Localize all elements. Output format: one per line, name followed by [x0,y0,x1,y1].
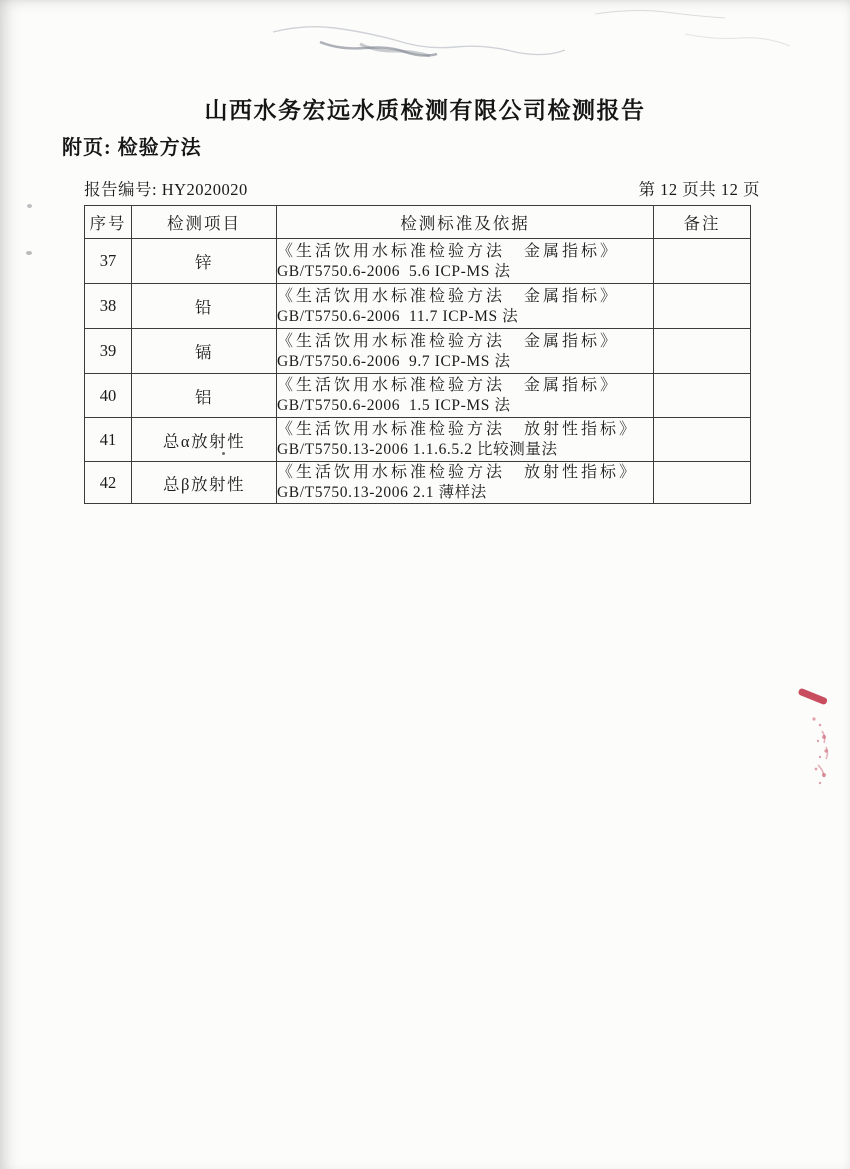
test-item-cell: 总α放射性 [132,418,277,462]
remark-cell [654,239,751,284]
seq-no-cell: 42 [85,462,132,504]
table-row [85,374,751,418]
standard-name: 《生活饮用水标准检验方法 放射性指标》 [277,421,639,438]
scan-smudge [265,0,845,70]
test-item-cell: 锌 [132,239,277,284]
standard-cell [277,329,654,374]
standard-cell [277,374,654,418]
remark-cell [654,374,751,418]
standard-cell [277,284,654,329]
table-row [85,329,751,374]
standard-method: GB/T5750.6-2006 5.6 ICP-MS 法 [277,262,511,280]
page-number-info: 第 12 页共 12 页 [638,180,760,199]
test-item-cell: 镉 [132,329,277,374]
standard-method: GB/T5750.6-2006 9.7 ICP-MS 法 [277,352,511,370]
report-number: 报告编号: HY2020020 [84,180,248,199]
report-meta-row [84,176,760,200]
seq-no-cell: 41 [85,418,132,462]
remark-cell [654,418,751,462]
table-row [85,418,751,462]
test-item-cell: 铅 [132,284,277,329]
appendix-subtitle: 附页: 检验方法 [62,137,202,159]
stray-dot-mark [222,452,225,455]
standard-method: GB/T5750.6-2006 1.5 ICP-MS 法 [277,397,511,414]
standard-cell [277,239,654,284]
test-methods-table [84,205,751,504]
table-row [85,239,751,284]
red-stamp-fragment [790,685,850,805]
standard-cell [277,418,654,462]
standard-name: 《生活饮用水标准检验方法 金属指标》 [277,377,620,394]
remark-cell [654,462,751,504]
remark-cell [654,284,751,329]
standard-name: 《生活饮用水标准检验方法 金属指标》 [277,242,620,260]
document-title: 山西水务宏远水质检测有限公司检测报告 [204,98,646,123]
header-seq-no: 序号 [85,206,132,239]
scan-speck [27,204,32,208]
seq-no-cell: 40 [85,374,132,418]
table-row [85,284,751,329]
standard-method: GB/T5750.6-2006 11.7 ICP-MS 法 [277,307,519,325]
remark-cell [654,329,751,374]
scan-speck [26,251,32,255]
standard-method: GB/T5750.13-2006 1.1.6.5.2 比较测量法 [277,441,558,458]
seq-no-cell: 37 [85,239,132,284]
seq-no-cell: 39 [85,329,132,374]
standard-name: 《生活饮用水标准检验方法 金属指标》 [277,287,620,305]
standard-name: 《生活饮用水标准检验方法 金属指标》 [277,332,620,350]
header-standard: 检测标准及依据 [277,206,654,239]
header-remark: 备注 [654,206,751,239]
standard-cell [277,462,654,504]
standard-method: GB/T5750.13-2006 2.1 薄样法 [277,484,487,501]
test-item-cell: 总β放射性 [132,462,277,504]
standard-name: 《生活饮用水标准检验方法 放射性指标》 [277,464,639,481]
test-item-cell: 铝 [132,374,277,418]
table-header-row [85,206,751,239]
header-test-item: 检测项目 [132,206,277,239]
table-row [85,462,751,504]
seq-no-cell: 38 [85,284,132,329]
